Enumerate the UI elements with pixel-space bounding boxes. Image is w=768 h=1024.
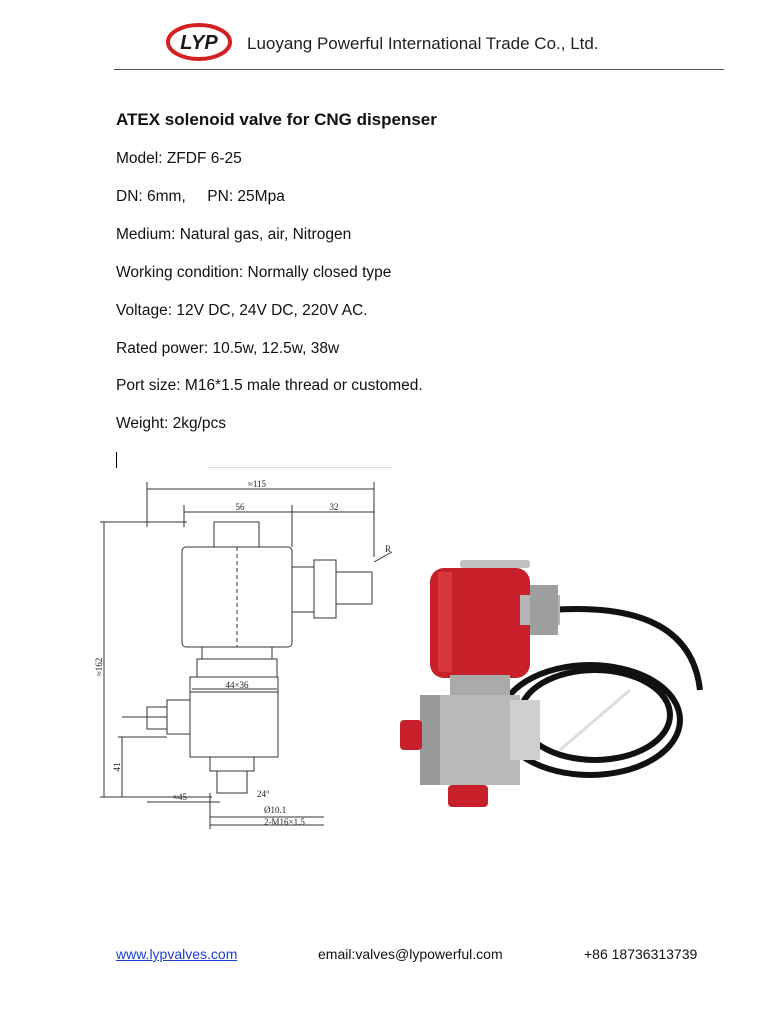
page-title: ATEX solenoid valve for CNG dispenser [116,110,437,129]
technical-drawing [92,467,397,835]
header-divider [114,69,724,70]
dim-r: R [385,544,392,554]
dim-top-left: 56 [235,502,245,512]
dim-top-right: 32 [329,502,339,512]
logo-text: LYP [180,32,218,54]
product-photo [390,540,720,830]
dim-angle: 24° [257,789,270,799]
dim-overall-width: ≈115 [247,479,267,489]
spec-medium: Medium: Natural gas, air, Nitrogen [116,226,352,243]
text-cursor [116,452,117,468]
company-logo [166,22,232,62]
contact-email: email:valves@lypowerful.com [318,946,503,962]
spec-weight: Weight: 2kg/pcs [116,415,226,432]
spec-model: Model: ZFDF 6-25 [116,150,242,167]
contact-phone: +86 18736313739 [584,946,698,962]
dim-thread: 2-M16×1.5 [264,817,305,827]
dim-diameter: Ø10.1 [264,805,287,815]
dim-bottom-left: ≈45 [173,792,187,802]
spec-working-condition: Working condition: Normally closed type [116,264,392,281]
spec-port-size: Port size: M16*1.5 male thread or customed. [116,377,423,394]
spec-dn-pn: DN: 6mm, PN: 25Mpa [116,188,285,205]
spec-rated-power: Rated power: 10.5w, 12.5w, 38w [116,340,340,357]
company-name: Luoyang Powerful International Trade Co., Ltd. [247,34,599,53]
dim-body: 44×36 [225,680,249,690]
dim-lower: 41 [112,762,122,772]
website-link[interactable]: www.lypvalves.com [116,946,238,962]
spec-voltage: Voltage: 12V DC, 24V DC, 220V AC. [116,302,368,319]
dim-height: ≈162 [94,657,104,677]
